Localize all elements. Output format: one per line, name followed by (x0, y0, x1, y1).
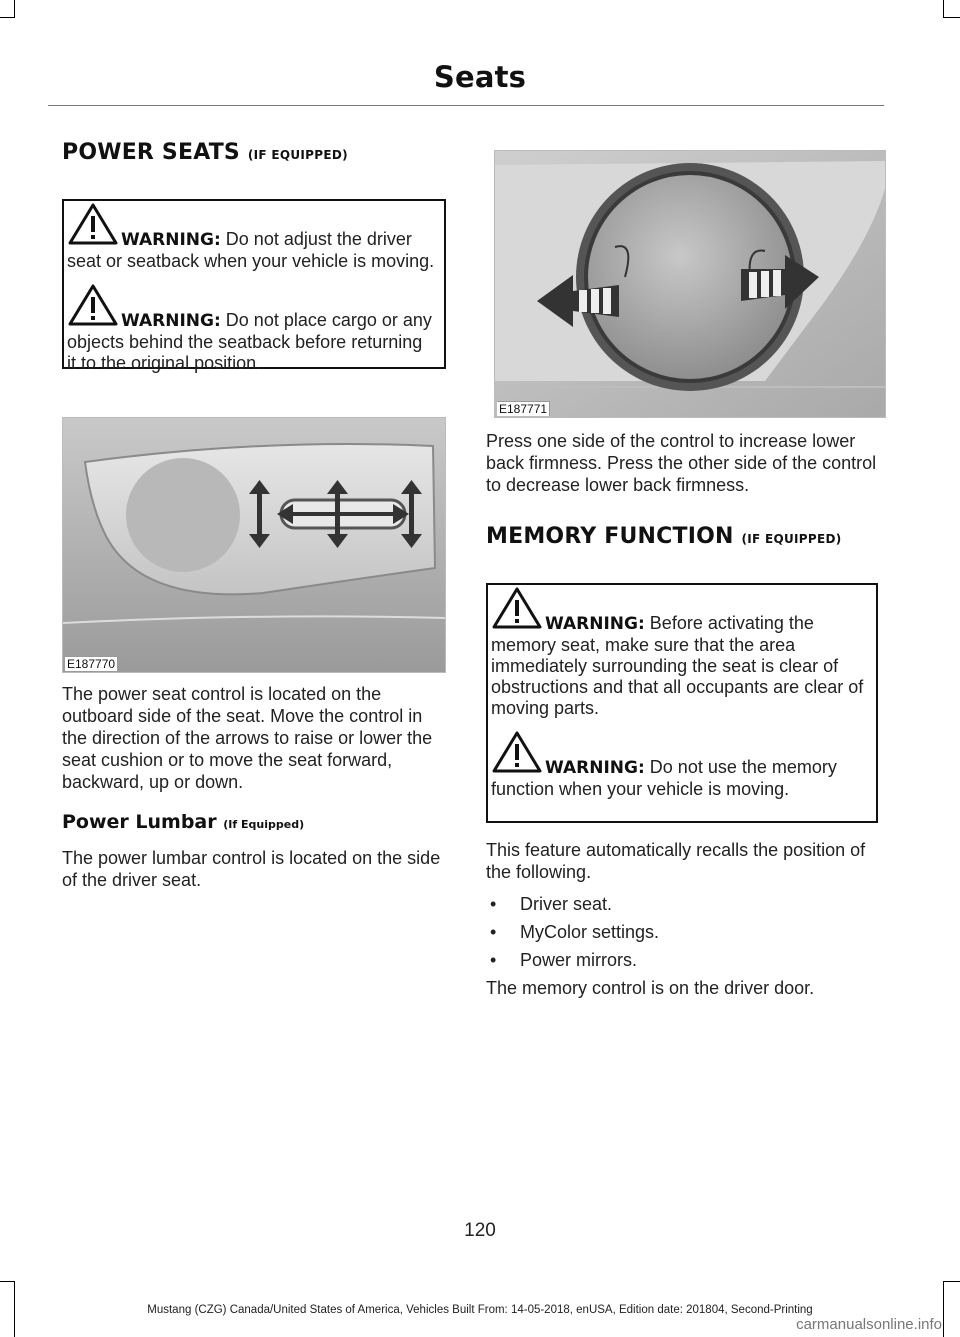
crop-mark (944, 17, 960, 18)
left-column (62, 140, 446, 891)
warning-item: WARNING: Do not use the memory function when your vehicle is moving. (491, 757, 868, 800)
crop-mark (944, 1281, 960, 1282)
warning-triangle-icon (491, 730, 543, 774)
warning-triangle-icon (491, 586, 543, 630)
figure-code: E187770 (65, 656, 118, 671)
power-seat-control-illustration (62, 417, 446, 673)
list-item: • MyColor settings. (490, 922, 660, 942)
crop-mark (14, 0, 15, 18)
power-seats-description: The power seat control is located on the outboard side of the seat. Move the control in the direction of the arrows to raise or lower the seat cushion or to move the seat forward, backward, up or down. (62, 684, 433, 792)
seat-side-panel-image (63, 418, 446, 673)
right-column (486, 150, 878, 999)
power-lumbar-heading: Power Lumbar (If Equipped) (62, 811, 305, 833)
power-lumbar-control-illustration (494, 150, 886, 418)
crop-mark (0, 17, 15, 18)
page-footer: Mustang (CZG) Canada/United States of America, Vehicles Built From: 14-05-2018, enUSA, Edition date: 201804, Second-Printing (147, 1304, 813, 1316)
list-item: • Power mirrors. (490, 950, 638, 970)
warning-triangle-icon (67, 283, 119, 327)
crop-mark (943, 0, 944, 18)
power-seats-heading: POWER SEATS (IF EQUIPPED) (62, 140, 348, 165)
crop-mark (0, 1281, 15, 1282)
memory-items-list (486, 893, 878, 971)
page-header-title: Seats (433, 60, 527, 94)
list-item: • Driver seat. (490, 894, 613, 914)
memory-function-heading: MEMORY FUNCTION (IF EQUIPPED) (486, 524, 842, 549)
page-number: 120 (464, 1220, 496, 1241)
memory-control-location: The memory control is on the driver door. (486, 978, 815, 998)
memory-function-warning-box (486, 583, 878, 823)
warning-item: WARNING: Do not adjust the driver seat or seatback when your vehicle is moving. (67, 229, 436, 272)
lumbar-control-image (495, 151, 886, 418)
header-divider (48, 105, 884, 106)
power-lumbar-description: The power lumbar control is located on the side of the driver seat. (62, 848, 441, 890)
figure-code: E187771 (497, 401, 550, 416)
warning-item: WARNING: Do not place cargo or any objects behind the seatback before returning it to the original position. (67, 310, 436, 374)
power-seats-warning-box (62, 199, 446, 373)
power-lumbar-instruction: Press one side of the control to increase lower back firmness. Press the other side of the control to decrease lower back firmness. (486, 431, 877, 495)
watermark: carmanualsonline.info (796, 1316, 942, 1333)
warning-item: WARNING: Before activating the memory seat, make sure that the area immediately surrounding the seat is clear of obstructions and that all occupants are clear of moving parts. (491, 613, 868, 719)
memory-function-intro: This feature automatically recalls the position of the following. (486, 840, 866, 882)
warning-triangle-icon (67, 202, 119, 246)
